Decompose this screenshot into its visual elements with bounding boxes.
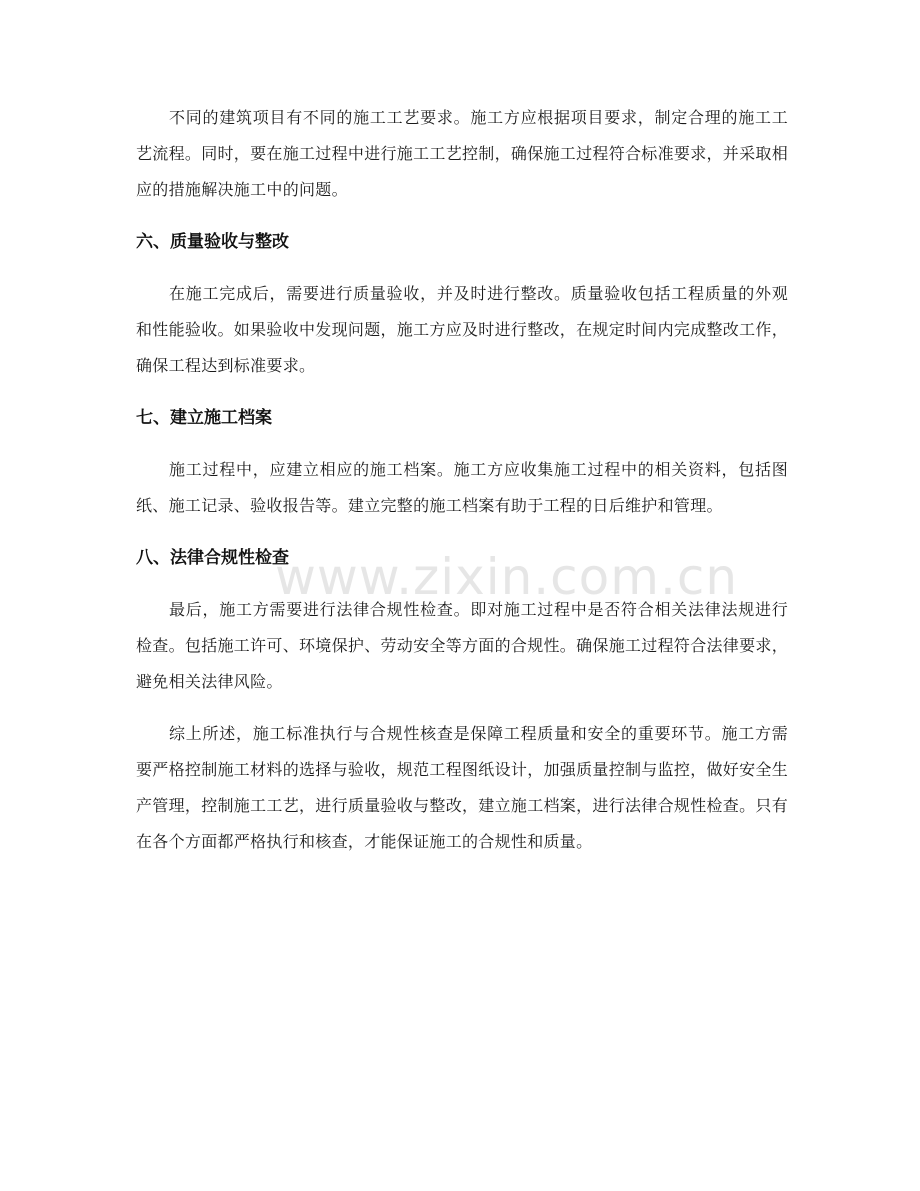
section-heading-construction-archive: 七、建立施工档案: [136, 408, 272, 428]
section-heading-quality-acceptance: 六、质量验收与整改: [136, 232, 289, 252]
document-body: [136, 100, 788, 876]
paragraph-construction-archive: 施工过程中，应建立相应的施工档案。施工方应收集施工过程中的相关资料，包括图纸、施工记录、验收报告等。建立完整的施工档案有助于工程的日后维护和管理。: [136, 460, 788, 515]
section-heading-legal-compliance: 八、法律合规性检查: [136, 548, 289, 568]
paragraph-conclusion: 综上所述，施工标准执行与合规性核查是保障工程质量和安全的重要环节。施工方需要严格控制施工材料的选择与验收，规范工程图纸设计，加强质量控制与监控，做好安全生产管理，控制施工工艺，进行质量验收与整改，建立施工档案，进行法律合规性检查。只有在各个方面都严格执行和核查，才能保证施工的合规性和质量。: [136, 724, 789, 851]
paragraph-legal-compliance: 最后，施工方需要进行法律合规性检查。即对施工过程中是否符合相关法律法规进行检查。包括施工许可、环境保护、劳动安全等方面的合规性。确保施工过程符合法律要求，避免相关法律风险。: [136, 600, 789, 691]
paragraph-quality-acceptance: 在施工完成后，需要进行质量验收，并及时进行整改。质量验收包括工程质量的外观和性能验收。如果验收中发现问题，施工方应及时进行整改，在规定时间内完成整改工作，确保工程达到标准要求。: [136, 284, 789, 375]
watermark-text: www.zixin.com.cn: [275, 548, 739, 606]
paragraph-process-control: 不同的建筑项目有不同的施工工艺要求。施工方应根据项目要求，制定合理的施工工艺流程。同时，要在施工过程中进行施工工艺控制，确保施工过程符合标准要求，并采取相应的措施解决施工中的问题。: [136, 108, 789, 199]
